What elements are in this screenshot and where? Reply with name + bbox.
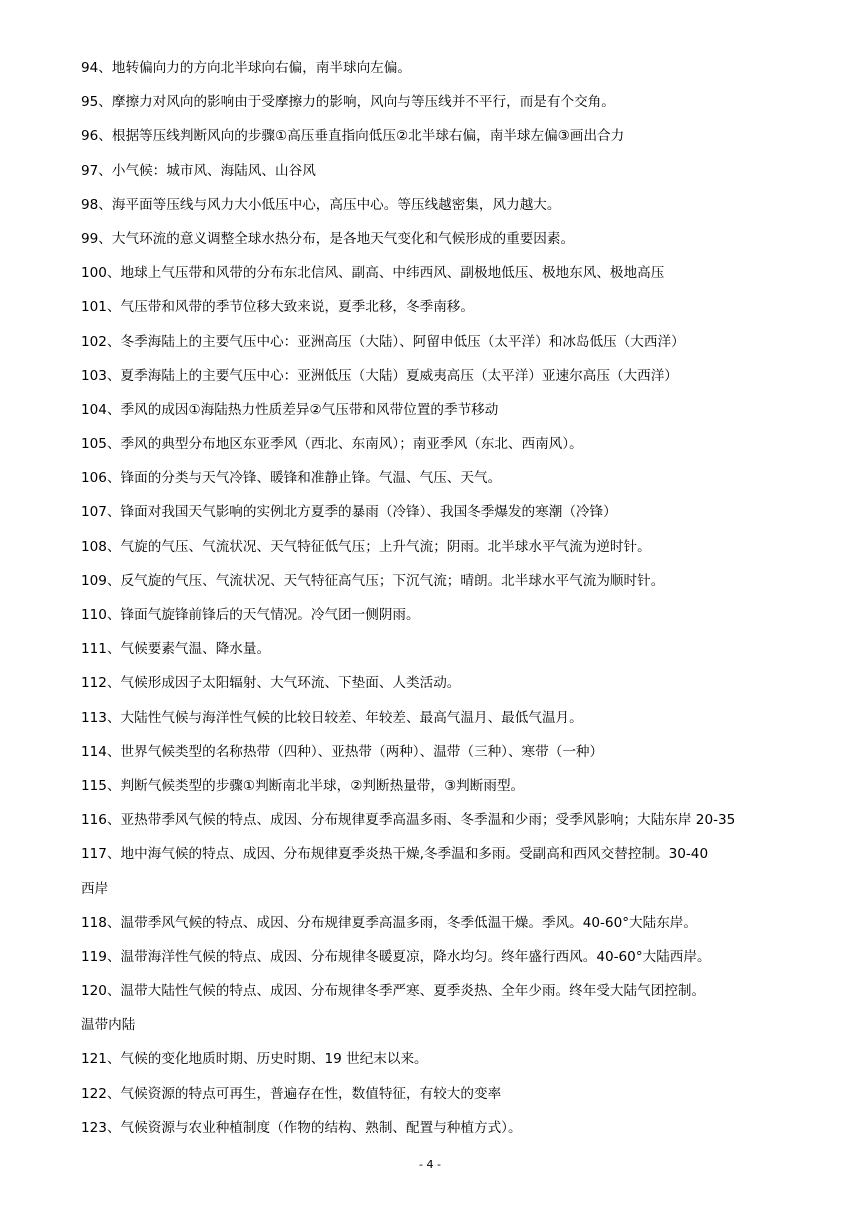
text-line: 122、气候资源的特点可再生，普遍存在性，数值特征，有较大的变率 [81,1085,502,1102]
text-line: 117、地中海气候的特点、成因、分布规律夏季炎热干燥,冬季温和多雨。受副高和西风交替控制。30-40 [81,846,709,863]
text-line: 101、气压带和风带的季节位移大致来说，夏季北移，冬季南移。 [81,299,474,316]
text-line: 116、亚热带季风气候的特点、成因、分布规律夏季高温多雨、冬季温和少雨；受季风影响；大陆东岸 20-35 [81,812,736,829]
text-line: 西岸 [81,880,109,897]
text-line: 114、世界气候类型的名称热带（四种）、亚热带（两种）、温带（三种）、寒带（一种） [81,743,604,760]
text-line: 111、气候要素气温、降水量。 [81,641,271,658]
text-line: 94、地转偏向力的方向北半球向右偏，南半球向左偏。 [81,60,411,76]
text-line: 97、小气候：城市风、海陆风、山谷风 [81,162,316,179]
text-line: 118、温带季风气候的特点、成因、分布规律夏季高温多雨，冬季低温干燥。季风。40-60°大陆东岸。 [81,914,697,931]
text-line: 104、季风的成因①海陆热力性质差异②气压带和风带位置的季节移动 [81,401,499,418]
text-line: 123、气候资源与农业种植制度（作物的结构、熟制、配置与种植方式）。 [81,1119,522,1136]
text-line: 102、冬季海陆上的主要气压中心：亚洲高压（大陆）、阿留申低压（太平洋）和冰岛低压（大西洋） [81,333,685,350]
text-line: 温带内陆 [81,1017,136,1034]
text-line: 115、判断气候类型的步骤①判断南北半球，②判断热量带，③判断雨型。 [81,777,525,794]
text-line: 121、气候的变化地质时期、历史时期、19 世纪末以来。 [81,1051,428,1068]
text-line: 110、锋面气旋锋前锋后的天气情况。冷气团一侧阴雨。 [81,607,420,623]
text-line: 120、温带大陆性气候的特点、成因、分布规律冬季严寒、夏季炎热、全年少雨。终年受大陆气团控制。 [81,983,706,1000]
text-line: 107、锋面对我国天气影响的实例北方夏季的暴雨（冷锋）、我国冬季爆发的寒潮（冷锋） [81,504,617,521]
text-line: 113、大陆性气候与海洋性气候的比较日较差、年较差、最高气温月、最低气温月。 [81,709,583,726]
page-number: - 4 - [419,1158,441,1171]
text-line: 96、根据等压线判断风向的步骤①高压垂直指向低压②北半球右偏，南半球左偏③画出合力 [81,128,625,145]
text-line: 100、地球上气压带和风带的分布东北信风、副高、中纬西风、副极地低压、极地东风、极地高压 [81,265,665,282]
text-line: 98、海平面等压线与风力大小低压中心，高压中心。等压线越密集，风力越大。 [81,196,561,213]
text-line: 103、夏季海陆上的主要气压中心：亚洲低压（大陆）夏威夷高压（太平洋）亚速尔高压（大西洋） [81,367,678,384]
text-line: 99、大气环流的意义调整全球水热分布，是各地天气变化和气候形成的重要因素。 [81,230,575,247]
text-line: 119、温带海洋性气候的特点、成因、分布规律冬暖夏凉，降水均匀。终年盛行西风。40-60°大陆西岸。 [81,948,711,965]
text-line: 106、锋面的分类与天气冷锋、暖锋和准静止锋。气温、气压、天气。 [81,470,502,487]
text-line: 105、季风的典型分布地区东亚季风（西北、东南风）；南亚季风（东北、西南风）。 [81,436,583,453]
content-lines [81,58,781,1152]
text-line: 108、气旋的气压、气流状况、天气特征低气压；上升气流；阴雨。北半球水平气流为逆时针。 [81,538,651,555]
text-line: 95、摩擦力对风向的影响由于受摩擦力的影响，风向与等压线并不平行，而是有个交角。 [81,94,615,111]
text-line: 112、气候形成因子太阳辐射、大气环流、下垫面、人类活动。 [81,675,461,692]
text-line: 109、反气旋的气压、气流状况、天气特征高气压；下沉气流；晴朗。北半球水平气流为顺时针。 [81,572,665,589]
